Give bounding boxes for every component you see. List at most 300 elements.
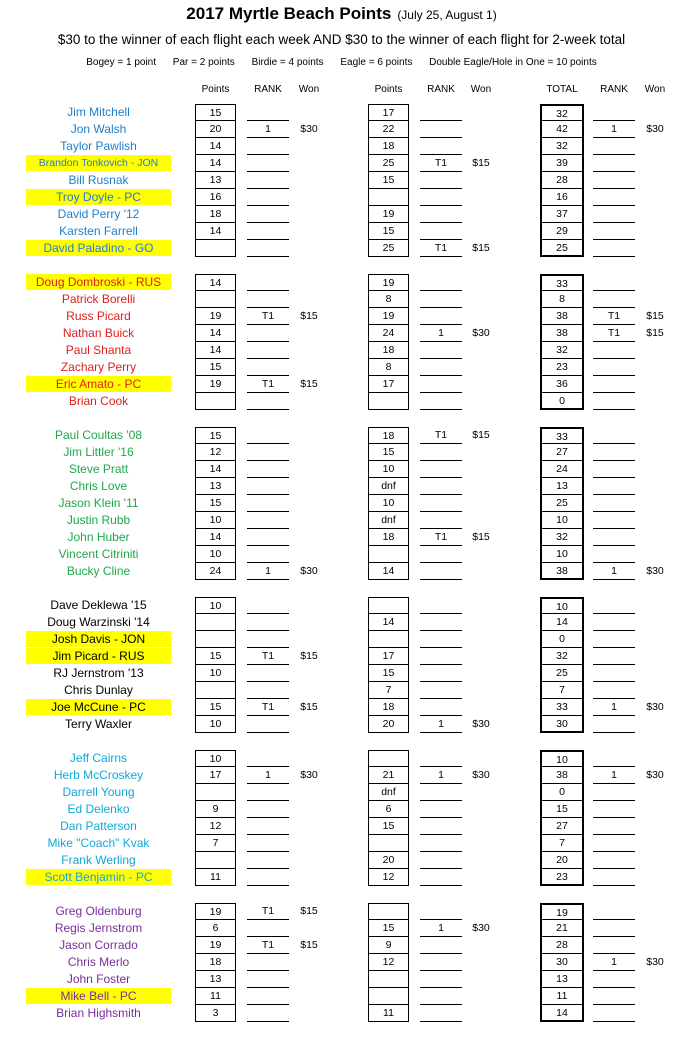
week2-won xyxy=(464,988,498,1004)
total-points: 13 xyxy=(540,971,584,988)
week2-points: 25 xyxy=(368,240,409,257)
total-points: 33 xyxy=(540,427,584,444)
total-points: 39 xyxy=(540,155,584,172)
total-won xyxy=(638,206,672,222)
player-name: Brian Highsmith xyxy=(56,1006,141,1020)
week2-won xyxy=(464,1005,498,1021)
week1-points: 13 xyxy=(195,478,236,495)
week1-won xyxy=(292,359,326,375)
player-row xyxy=(0,512,683,529)
week1-rank: T1 xyxy=(247,903,289,920)
week1-won xyxy=(292,716,326,732)
week2-rank: 1 xyxy=(420,767,462,784)
total-points: 11 xyxy=(540,988,584,1005)
total-points: 32 xyxy=(540,342,584,359)
player-name: John Huber xyxy=(67,530,130,544)
player-row xyxy=(0,1005,683,1022)
week2-won xyxy=(464,478,498,494)
week1-won xyxy=(292,189,326,205)
total-rank xyxy=(593,342,635,359)
week2-rank xyxy=(420,665,462,682)
total-won xyxy=(638,835,672,851)
total-rank: 1 xyxy=(593,954,635,971)
week1-rank xyxy=(247,614,289,631)
week2-won xyxy=(464,648,498,664)
total-won xyxy=(638,155,672,171)
week1-rank xyxy=(247,444,289,461)
total-points: 19 xyxy=(540,903,584,920)
week2-points: 21 xyxy=(368,767,409,784)
week1-points: 10 xyxy=(195,750,236,767)
week2-rank: T1 xyxy=(420,529,462,546)
player-row xyxy=(0,206,683,223)
week2-points xyxy=(368,393,409,410)
week2-points: 22 xyxy=(368,121,409,138)
total-points: 32 xyxy=(540,104,584,121)
player-row xyxy=(0,461,683,478)
player-row xyxy=(0,427,683,444)
week2-rank xyxy=(420,223,462,240)
player-name: Zachary Perry xyxy=(60,360,137,374)
week2-won xyxy=(464,393,498,409)
total-rank xyxy=(593,104,635,121)
week2-won xyxy=(464,614,498,630)
week2-points xyxy=(368,835,409,852)
player-row xyxy=(0,325,683,342)
week2-rank xyxy=(420,818,462,835)
week1-won xyxy=(292,444,326,460)
week2-rank xyxy=(420,1005,462,1022)
week1-won xyxy=(292,818,326,834)
week2-rank: T1 xyxy=(420,155,462,172)
week2-points: 18 xyxy=(368,342,409,359)
week1-rank xyxy=(247,104,289,121)
total-rank xyxy=(593,495,635,512)
total-rank xyxy=(593,274,635,291)
week2-points: 12 xyxy=(368,869,409,886)
total-rank xyxy=(593,427,635,444)
week1-points xyxy=(195,240,236,257)
week1-won xyxy=(292,155,326,171)
week2-won xyxy=(464,750,498,766)
player-name: John Foster xyxy=(66,972,131,986)
week2-won xyxy=(464,359,498,375)
week1-won xyxy=(292,954,326,970)
week1-rank: T1 xyxy=(247,699,289,716)
total-rank xyxy=(593,835,635,852)
total-points: 16 xyxy=(540,189,584,206)
week2-rank xyxy=(420,138,462,155)
week2-points: 24 xyxy=(368,325,409,342)
page-title xyxy=(0,4,683,24)
week2-won xyxy=(464,852,498,868)
player-name: Troy Doyle - PC xyxy=(26,189,171,205)
total-rank: T1 xyxy=(593,325,635,342)
week2-points: 14 xyxy=(368,563,409,580)
player-row xyxy=(0,835,683,852)
week1-won xyxy=(292,104,326,120)
week1-rank xyxy=(247,529,289,546)
header-rank-week2: RANK xyxy=(427,84,455,95)
week2-rank xyxy=(420,512,462,529)
player-row xyxy=(0,597,683,614)
week1-won xyxy=(292,665,326,681)
week2-points: 19 xyxy=(368,274,409,291)
week1-points xyxy=(195,291,236,308)
player-name: Jim Picard - RUS xyxy=(26,648,171,664)
total-rank xyxy=(593,240,635,257)
player-name: Joe McCune - PC xyxy=(26,699,171,715)
total-won xyxy=(638,495,672,511)
week1-points: 15 xyxy=(195,699,236,716)
player-name: Bill Rusnak xyxy=(68,173,129,187)
week1-points: 18 xyxy=(195,954,236,971)
week1-rank xyxy=(247,155,289,172)
week1-rank xyxy=(247,189,289,206)
player-name: Dave Deklewa '15 xyxy=(50,598,147,612)
total-rank xyxy=(593,784,635,801)
total-rank xyxy=(593,155,635,172)
week2-rank xyxy=(420,291,462,308)
week2-rank xyxy=(420,869,462,886)
total-won xyxy=(638,240,672,256)
total-won: $15 xyxy=(646,310,664,322)
week2-rank xyxy=(420,376,462,393)
total-won: $30 xyxy=(646,769,664,781)
total-rank xyxy=(593,750,635,767)
player-row xyxy=(0,478,683,495)
player-name: Paul Coultas '08 xyxy=(54,428,142,442)
total-points: 42 xyxy=(540,121,584,138)
week1-won: $15 xyxy=(300,310,318,322)
total-points: 38 xyxy=(540,563,584,580)
week2-won xyxy=(464,444,498,460)
player-row xyxy=(0,546,683,563)
player-row xyxy=(0,750,683,767)
total-points: 0 xyxy=(540,631,584,648)
week2-points xyxy=(368,903,409,920)
player-row xyxy=(0,223,683,240)
week2-rank xyxy=(420,189,462,206)
week2-points: 15 xyxy=(368,920,409,937)
week2-won xyxy=(464,954,498,970)
total-points: 25 xyxy=(540,495,584,512)
week1-rank xyxy=(247,835,289,852)
header-won-week2: Won xyxy=(470,84,492,95)
week2-rank xyxy=(420,614,462,631)
week2-rank xyxy=(420,750,462,767)
week2-rank xyxy=(420,784,462,801)
week1-won xyxy=(292,682,326,698)
week1-points: 15 xyxy=(195,495,236,512)
week2-points: 17 xyxy=(368,376,409,393)
player-row xyxy=(0,104,683,121)
player-row xyxy=(0,393,683,410)
player-name: Jason Corrado xyxy=(59,938,138,952)
week1-points: 10 xyxy=(195,597,236,614)
week2-points: dnf xyxy=(368,784,409,801)
week2-rank xyxy=(420,597,462,614)
total-won: $15 xyxy=(646,327,664,339)
week1-rank: 1 xyxy=(247,563,289,580)
total-points: 33 xyxy=(540,274,584,291)
week1-rank xyxy=(247,801,289,818)
total-won: $30 xyxy=(646,123,664,135)
player-name: Eric Amato - PC xyxy=(26,376,171,392)
week1-points: 14 xyxy=(195,274,236,291)
week1-points: 14 xyxy=(195,138,236,155)
total-won xyxy=(638,597,672,613)
player-name: Ed Delenko xyxy=(67,802,130,816)
week1-rank xyxy=(247,359,289,376)
week2-won xyxy=(464,546,498,562)
week2-won xyxy=(464,682,498,698)
player-row xyxy=(0,529,683,546)
week2-won xyxy=(464,121,498,137)
week2-won xyxy=(464,631,498,647)
player-row xyxy=(0,903,683,920)
player-name: David Perry '12 xyxy=(57,207,140,221)
week1-rank: T1 xyxy=(247,308,289,325)
total-points: 23 xyxy=(540,359,584,376)
player-row xyxy=(0,716,683,733)
total-rank xyxy=(593,937,635,954)
total-rank xyxy=(593,971,635,988)
player-row xyxy=(0,291,683,308)
total-rank xyxy=(593,359,635,376)
week1-points: 14 xyxy=(195,342,236,359)
total-points: 14 xyxy=(540,614,584,631)
total-won xyxy=(638,801,672,817)
player-row xyxy=(0,665,683,682)
player-name: Jeff Cairns xyxy=(69,751,128,765)
player-row xyxy=(0,937,683,954)
week2-points: 12 xyxy=(368,954,409,971)
week2-won: $30 xyxy=(472,327,490,339)
total-won xyxy=(638,971,672,987)
week2-points xyxy=(368,988,409,1005)
player-name: Patrick Borelli xyxy=(61,292,136,306)
week1-won xyxy=(292,988,326,1004)
week1-rank xyxy=(247,988,289,1005)
week2-won xyxy=(464,971,498,987)
header-won-total: Won xyxy=(644,84,666,95)
total-points: 28 xyxy=(540,172,584,189)
player-name: Herb McCroskey xyxy=(53,768,144,782)
total-won xyxy=(638,818,672,834)
week1-rank xyxy=(247,682,289,699)
total-points: 15 xyxy=(540,801,584,818)
player-name: Steve Pratt xyxy=(68,462,129,476)
week2-won: $15 xyxy=(472,242,490,254)
week1-won xyxy=(292,206,326,222)
week1-won: $30 xyxy=(300,565,318,577)
week2-points: 18 xyxy=(368,138,409,155)
player-name: Brandon Tonkovich - JON xyxy=(26,155,171,171)
week1-rank xyxy=(247,971,289,988)
week2-points: 17 xyxy=(368,104,409,121)
title-text: 2017 Myrtle Beach Points xyxy=(186,4,392,23)
week2-won xyxy=(464,291,498,307)
week2-rank xyxy=(420,954,462,971)
total-rank xyxy=(593,631,635,648)
week1-rank: 1 xyxy=(247,121,289,138)
player-name: Greg Oldenburg xyxy=(55,904,142,918)
total-rank xyxy=(593,512,635,529)
total-rank xyxy=(593,189,635,206)
total-won xyxy=(638,903,672,919)
total-won: $30 xyxy=(646,701,664,713)
week2-won: $30 xyxy=(472,769,490,781)
total-won xyxy=(638,937,672,953)
player-name: Mike "Coach" Kvak xyxy=(47,836,150,850)
total-won xyxy=(638,393,672,409)
week1-rank xyxy=(247,546,289,563)
week1-won xyxy=(292,427,326,443)
player-name: Karsten Farrell xyxy=(59,224,138,238)
week1-won xyxy=(292,546,326,562)
legend-item: Eagle = 6 points xyxy=(340,57,413,68)
total-won xyxy=(638,223,672,239)
week2-won xyxy=(464,818,498,834)
week2-won: $15 xyxy=(472,157,490,169)
week1-points: 19 xyxy=(195,376,236,393)
player-row xyxy=(0,971,683,988)
scoring-legend xyxy=(0,57,683,68)
total-rank xyxy=(593,478,635,495)
week1-rank xyxy=(247,597,289,614)
player-name: Jon Walsh xyxy=(70,122,127,136)
week1-won xyxy=(292,223,326,239)
total-points: 10 xyxy=(540,546,584,563)
week2-points: dnf xyxy=(368,512,409,529)
week2-rank xyxy=(420,631,462,648)
week1-won xyxy=(292,240,326,256)
week1-points: 10 xyxy=(195,716,236,733)
week2-points: 8 xyxy=(368,291,409,308)
week1-points: 19 xyxy=(195,937,236,954)
week1-rank xyxy=(247,631,289,648)
player-name: Darrell Young xyxy=(62,785,135,799)
week1-points: 11 xyxy=(195,869,236,886)
total-rank xyxy=(593,172,635,189)
week1-won: $15 xyxy=(300,378,318,390)
total-points: 27 xyxy=(540,444,584,461)
week2-won xyxy=(464,138,498,154)
week2-points: 8 xyxy=(368,359,409,376)
week2-points: 25 xyxy=(368,155,409,172)
player-row xyxy=(0,852,683,869)
total-won xyxy=(638,920,672,936)
week1-rank xyxy=(247,342,289,359)
week1-won: $30 xyxy=(300,123,318,135)
week2-rank xyxy=(420,274,462,291)
total-points: 33 xyxy=(540,699,584,716)
week2-won xyxy=(464,699,498,715)
week2-points: 10 xyxy=(368,461,409,478)
player-name: Vincent Citriniti xyxy=(58,547,139,561)
week2-won xyxy=(464,835,498,851)
week2-won xyxy=(464,495,498,511)
week2-rank xyxy=(420,104,462,121)
total-points: 28 xyxy=(540,937,584,954)
total-won xyxy=(638,376,672,392)
player-name: Doug Dombroski - RUS xyxy=(26,274,171,290)
total-won xyxy=(638,342,672,358)
legend-item: Birdie = 4 points xyxy=(251,57,324,68)
week1-rank xyxy=(247,1005,289,1022)
week2-rank: 1 xyxy=(420,920,462,937)
player-name: Bucky Cline xyxy=(66,564,131,578)
total-won xyxy=(638,750,672,766)
player-name: Josh Davis - JON xyxy=(26,631,171,647)
total-won xyxy=(638,104,672,120)
week1-won xyxy=(292,461,326,477)
week1-rank xyxy=(247,818,289,835)
week1-rank xyxy=(247,512,289,529)
header-points-week2: Points xyxy=(374,84,403,95)
total-won xyxy=(638,529,672,545)
total-points: 38 xyxy=(540,767,584,784)
player-row xyxy=(0,869,683,886)
week1-points: 17 xyxy=(195,767,236,784)
week1-rank: T1 xyxy=(247,937,289,954)
week1-rank xyxy=(247,716,289,733)
total-rank: 1 xyxy=(593,121,635,138)
total-rank xyxy=(593,291,635,308)
week2-won xyxy=(464,784,498,800)
total-points: 14 xyxy=(540,1005,584,1022)
total-rank: 1 xyxy=(593,767,635,784)
player-name: Dan Patterson xyxy=(60,819,137,833)
week1-won xyxy=(292,835,326,851)
total-rank xyxy=(593,852,635,869)
player-name: Russ Picard xyxy=(66,309,131,323)
week2-won xyxy=(464,665,498,681)
week2-rank xyxy=(420,206,462,223)
player-name: Mike Bell - PC xyxy=(26,988,171,1004)
total-won xyxy=(638,716,672,732)
week2-points: dnf xyxy=(368,478,409,495)
player-name: Brian Cook xyxy=(68,394,129,408)
player-name: RJ Jernstrom '13 xyxy=(53,666,144,680)
total-points: 0 xyxy=(540,784,584,801)
legend-item: Par = 2 points xyxy=(172,57,235,68)
week1-rank xyxy=(247,750,289,767)
week1-rank xyxy=(247,393,289,410)
week2-won xyxy=(464,937,498,953)
total-rank xyxy=(593,716,635,733)
player-row xyxy=(0,682,683,699)
total-points: 32 xyxy=(540,529,584,546)
player-name: Chris Love xyxy=(69,479,128,493)
week1-points: 14 xyxy=(195,155,236,172)
week1-rank xyxy=(247,223,289,240)
player-name: Paul Shanta xyxy=(65,343,132,357)
player-name: Jason Klein '11 xyxy=(58,496,139,510)
total-won xyxy=(638,138,672,154)
week1-rank xyxy=(247,869,289,886)
week2-points: 10 xyxy=(368,495,409,512)
week1-points: 13 xyxy=(195,172,236,189)
player-row xyxy=(0,648,683,665)
week1-rank xyxy=(247,274,289,291)
week1-won xyxy=(292,597,326,613)
week2-points: 19 xyxy=(368,206,409,223)
week1-won xyxy=(292,801,326,817)
week1-rank xyxy=(247,784,289,801)
total-rank xyxy=(593,206,635,223)
